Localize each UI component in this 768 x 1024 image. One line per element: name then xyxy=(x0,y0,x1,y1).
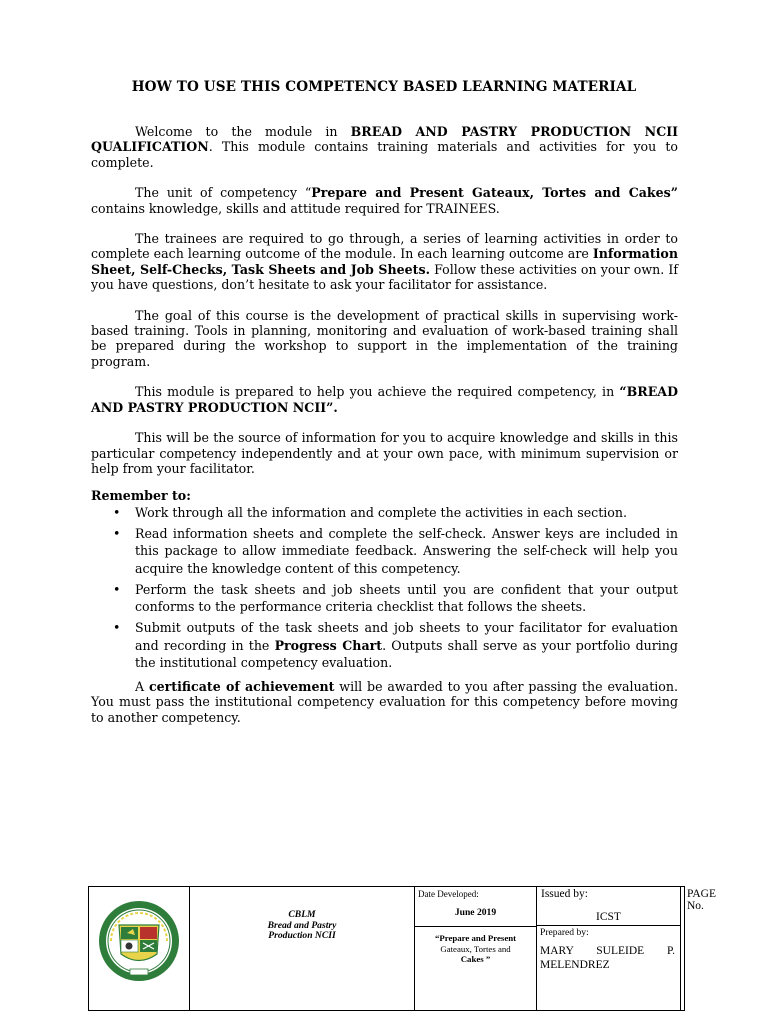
cblm-label: CBLM xyxy=(288,909,316,920)
unit-title-line2: Gateaux, Tortes and xyxy=(440,943,511,954)
document-body xyxy=(91,124,678,740)
paragraph-unit-of-competency: The unit of competency “Prepare and Present Gateaux, Tortes and Cakes” contains knowledge, skills and attitude required for TRAINEES. xyxy=(91,185,678,216)
remember-list xyxy=(91,504,678,672)
module-name-line2: Production NCII xyxy=(268,930,336,941)
unit-title xyxy=(415,933,536,965)
paragraph-module-purpose: This module is prepared to help you achieve the required competency, in “BREAD AND PASTRY PRODUCTION NCII”. xyxy=(91,384,678,415)
footer-cblm-cell xyxy=(190,887,415,1010)
footer-table xyxy=(88,886,716,1011)
prepared-by-label: Prepared by: xyxy=(540,927,589,938)
bullet-icon: • xyxy=(113,525,121,541)
bullet-icon: • xyxy=(113,620,121,636)
bullet-icon: • xyxy=(113,581,121,597)
module-name-line1: Bread and Pastry xyxy=(267,919,337,931)
page-title: HOW TO USE THIS COMPETENCY BASED LEARNING MATERIAL xyxy=(131,79,637,95)
date-developed-value: June 2019 xyxy=(454,907,497,918)
footer-date-cell xyxy=(415,887,537,1010)
paragraph-certificate: A certificate of achievement will be awarded to you after passing the evaluation. You must pass the institutional competency evaluation for this competency before moving to another competency. xyxy=(91,678,678,725)
list-item: • Perform the task sheets and job sheets until you are confident that your output conforms to the performance criteria checklist that follows the sheets. xyxy=(113,581,678,615)
paragraph-course-goal: The goal of this course is the development of practical skills in supervising work-based training. Tools in planning, monitoring and evaluation of work-based training shall be prepared during the workshop to support in the implementation of the training program. xyxy=(91,307,678,369)
list-item: • Work through all the information and complete the activities in each section. xyxy=(113,504,627,520)
prepared-by-name-line2: MELENDREZ xyxy=(540,959,610,971)
footer-logo-cell xyxy=(89,887,190,1010)
unit-title-line1: “Prepare and Present xyxy=(434,933,517,943)
prepared-by-name-line1: MARY SULEIDE P. xyxy=(540,945,675,957)
issued-by-value: ICST xyxy=(596,911,621,923)
date-developed-label: Date Developed: xyxy=(418,889,479,899)
paragraph-learning-activities: The trainees are required to go through, a series of learning activities in order to complete each learning outcome of the module. In each learning outcome are Information Sheet, Self-Checks, Task Sheets and Job Sheets. Follow these activities on your own. If you have questions, don’t hesitate to ask your facilitator for assistance. xyxy=(91,231,678,293)
footer-issued-cell xyxy=(537,887,681,1010)
paragraph-source-of-information: This will be the source of information for you to acquire knowledge and skills in this particular competency independently and at your own pace, with minimum supervision or help from your facilitator. xyxy=(91,430,678,476)
unit-title-line3: Cakes ” xyxy=(460,954,491,964)
divider xyxy=(537,925,680,926)
list-item: • Read information sheets and complete the self-check. Answer keys are included in this package to allow immediate feedback. Answering the self-check will help you acquire the knowledge content of this competency. xyxy=(113,525,678,576)
school-seal-icon xyxy=(97,899,181,983)
divider xyxy=(415,926,536,927)
list-item: • Submit outputs of the task sheets and job sheets to your facilitator for evaluation and recording in the Progress Chart. Outputs shall serve as your portfolio during the institutional competency evaluation. xyxy=(113,620,678,671)
page-number-label: PAGE No. xyxy=(687,888,716,912)
issued-by-label: Issued by: xyxy=(541,888,588,900)
bullet-icon: • xyxy=(113,504,121,520)
paragraph-welcome: Welcome to the module in BREAD AND PASTRY PRODUCTION NCII QUALIFICATION. This module contains training materials and activities for you to complete. xyxy=(91,124,678,170)
remember-heading: Remember to: xyxy=(91,488,191,504)
